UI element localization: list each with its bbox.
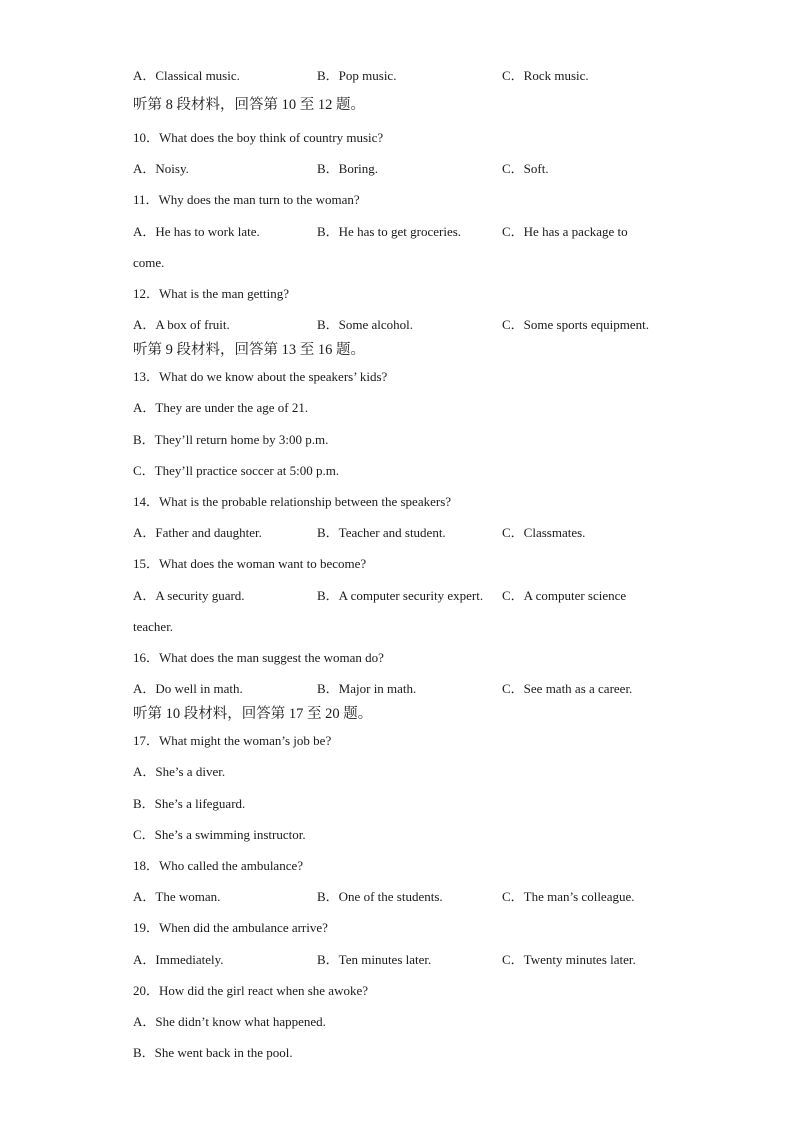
option-b: B．He has to get groceries. [317, 224, 462, 239]
option-b: B．She’s a lifeguard. [133, 796, 246, 811]
option-c: C．Some sports equipment. [502, 317, 649, 332]
option-a: A．Classical music. [133, 68, 240, 83]
continuation-text: come. [133, 255, 165, 270]
question-text: 19．When did the ambulance arrive? [133, 920, 328, 935]
option-b: B．Teacher and student. [317, 525, 446, 540]
option-b: B．Boring. [317, 161, 379, 176]
question-text: 18．Who called the ambulance? [133, 858, 304, 873]
option-a: A．She didn’t know what happened. [133, 1014, 326, 1029]
option-b: B．One of the students. [317, 889, 443, 904]
option-c: C．Classmates. [502, 525, 586, 540]
section-heading: 听第 10 段材料，回答第 17 至 20 题。 [133, 706, 373, 722]
question-text: 11．Why does the man turn to the woman? [133, 192, 360, 207]
question-text: 20．How did the girl react when she awoke? [133, 983, 369, 998]
option-b: B．A computer security expert. [317, 588, 484, 603]
section-heading: 听第 9 段材料，回答第 13 至 16 题。 [133, 342, 365, 358]
option-a: A．Immediately. [133, 952, 224, 967]
option-c: C．Twenty minutes later. [502, 952, 636, 967]
option-b: B．Some alcohol. [317, 317, 414, 332]
option-a: A．Do well in math. [133, 681, 243, 696]
option-a: A．They are under the age of 21. [133, 400, 309, 415]
option-a: A．She’s a diver. [133, 764, 226, 779]
option-a: A．The woman. [133, 889, 221, 904]
option-b: B．Ten minutes later. [317, 952, 432, 967]
option-b: B．They’ll return home by 3:00 p.m. [133, 432, 329, 447]
option-b: B．Pop music. [317, 68, 397, 83]
option-b: B．She went back in the pool. [133, 1045, 293, 1060]
question-text: 17．What might the woman’s job be? [133, 733, 332, 748]
option-a: A．He has to work late. [133, 224, 260, 239]
option-c: C．The man’s colleague. [502, 889, 635, 904]
option-a: A．A security guard. [133, 588, 245, 603]
option-a: A．A box of fruit. [133, 317, 230, 332]
question-text: 12．What is the man getting? [133, 286, 289, 301]
option-c: C．He has a package to [502, 224, 628, 239]
option-c: C．Rock music. [502, 68, 589, 83]
option-c: C．A computer science [502, 588, 627, 603]
continuation-text: teacher. [133, 619, 174, 634]
option-c: C．Soft. [502, 161, 549, 176]
question-text: 10．What does the boy think of country music? [133, 130, 384, 145]
option-a: A．Noisy. [133, 161, 189, 176]
option-c: C．She’s a swimming instructor. [133, 827, 306, 842]
section-heading: 听第 8 段材料，回答第 10 至 12 题。 [133, 97, 365, 113]
option-c: C．See math as a career. [502, 681, 633, 696]
question-text: 16．What does the man suggest the woman do? [133, 650, 384, 665]
option-a: A．Father and daughter. [133, 525, 262, 540]
question-text: 14．What is the probable relationship between the speakers? [133, 494, 452, 509]
option-b: B．Major in math. [317, 681, 417, 696]
question-text: 13．What do we know about the speakers’ kids? [133, 369, 388, 384]
option-c: C．They’ll practice soccer at 5:00 p.m. [133, 463, 340, 478]
question-text: 15．What does the woman want to become? [133, 556, 367, 571]
